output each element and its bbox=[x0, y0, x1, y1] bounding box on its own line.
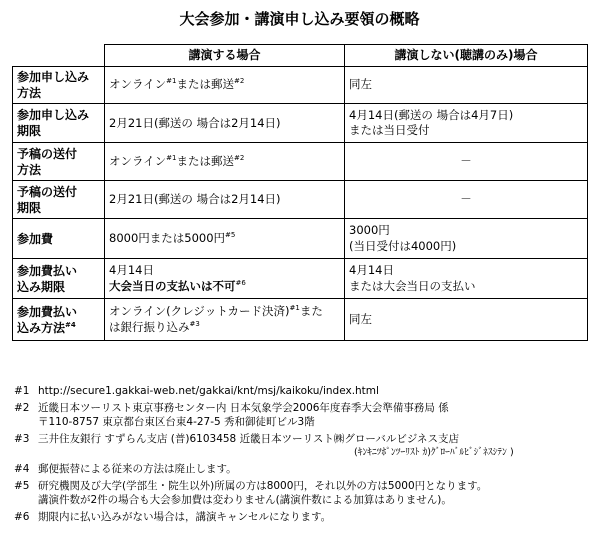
footnotes bbox=[14, 385, 594, 529]
cell-no-present: 4月14日(郵送の 場合は4月7日) または当日受付 bbox=[345, 104, 588, 143]
footnote-text: 講演件数が2件の場合も大会参加費は変わりません(講演件数による加算はありません)。 bbox=[38, 493, 452, 506]
footnote-text: 〒110-8757 東京都台東区台東4-27-5 秀和御徒町ビル3階 bbox=[38, 415, 315, 428]
cell-present: 4月14日 大会当日の支払いは不可$^{\#6}$ bbox=[105, 259, 345, 299]
row-label: 参加申し込み 期限 bbox=[13, 104, 105, 143]
cell-present: オンライン$^{\#1}$または郵送$^{\#2}$ bbox=[105, 67, 345, 104]
footnote-number: #3 bbox=[14, 433, 30, 446]
row-label: 参加費払い 込み期限 bbox=[13, 259, 105, 299]
footnote-text: 三井住友銀行 すずらん支店 (普)6103458 近畿日本ツーリスト㈱グローバルビジネス支店 bbox=[38, 433, 460, 446]
table-row bbox=[13, 259, 588, 299]
footnote-text: 研究機関及び大学(学部生・院生以外)所属の方は8000円，それ以外の方は5000円となります。 bbox=[38, 480, 488, 493]
cell-no-present: 4月14日 または大会当日の支払い bbox=[345, 259, 588, 299]
page-title: 大会参加・講演申し込み要領の概略 bbox=[179, 10, 420, 28]
cell-present: オンライン$^{\#1}$または郵送$^{\#2}$ bbox=[105, 143, 345, 181]
cell-no-present: － bbox=[345, 143, 588, 181]
footnote bbox=[14, 511, 594, 524]
table-header-row bbox=[13, 45, 588, 67]
header-no-present: 講演しない(聴講のみ)場合 bbox=[345, 45, 588, 67]
footnote bbox=[14, 463, 594, 476]
footnote-number: #2 bbox=[14, 402, 30, 415]
header-corner bbox=[13, 45, 105, 67]
table-row bbox=[13, 67, 588, 104]
footnote-text: 近畿日本ツーリスト東京事務センター内 日本気象学会2006年度春季大会準備事務局 係 bbox=[38, 402, 449, 415]
footnote-kana: (ｷﾝｷﾆﾂﾎﾟﾝﾂｰﾘｽﾄ ｶ)ｸﾞﾛｰﾊﾞﾙﾋﾞｼﾞﾈｽｼﾃﾝ ) bbox=[354, 446, 514, 458]
row-label: 参加費払い 込み方法$^{\#4}$ bbox=[13, 299, 105, 341]
cell-present: 2月21日(郵送の 場合は2月14日) bbox=[105, 104, 345, 143]
summary-table bbox=[12, 44, 588, 341]
row-label: 参加申し込み 方法 bbox=[13, 67, 105, 104]
footnote-number: #5 bbox=[14, 480, 30, 493]
header-present: 講演する場合 bbox=[105, 45, 345, 67]
row-label: 参加費 bbox=[13, 219, 105, 259]
cell-present: 2月21日(郵送の 場合は2月14日) bbox=[105, 181, 345, 219]
footnote-url[interactable]: http://secure1.gakkai-web.net/gakkai/knt/msj/kaikoku/index.html bbox=[38, 385, 379, 397]
footnote-text: 期限内に払い込みがない場合は，講演キャンセルになります。 bbox=[38, 511, 332, 524]
table-row bbox=[13, 181, 588, 219]
table-row bbox=[13, 104, 588, 143]
row-label: 予稿の送付 方法 bbox=[13, 143, 105, 181]
footnote-text: 郵便振替による従来の方法は廃止します。 bbox=[38, 462, 237, 475]
footnote-number: #6 bbox=[14, 511, 30, 524]
footnote-number: #4 bbox=[14, 462, 30, 475]
table-row bbox=[13, 143, 588, 181]
cell-no-present: － bbox=[345, 181, 588, 219]
footnote bbox=[14, 402, 594, 429]
cell-no-present: 3000円 (当日受付は4000円) bbox=[345, 219, 588, 259]
footnote-number: #1 bbox=[14, 385, 30, 397]
table-row bbox=[13, 299, 588, 341]
footnote bbox=[14, 480, 594, 507]
footnote bbox=[14, 385, 594, 398]
cell-present: オンライン(クレジットカード決済)$^{\#1}$また は銀行振り込み$^{\#3}$ bbox=[105, 299, 345, 341]
row-label: 予稿の送付 期限 bbox=[13, 181, 105, 219]
table-row bbox=[13, 219, 588, 259]
cell-no-present: 同左 bbox=[345, 299, 588, 341]
footnote bbox=[14, 433, 594, 459]
cell-no-present: 同左 bbox=[345, 67, 588, 104]
cell-present: 8000円または5000円$^{\#5}$ bbox=[105, 219, 345, 259]
